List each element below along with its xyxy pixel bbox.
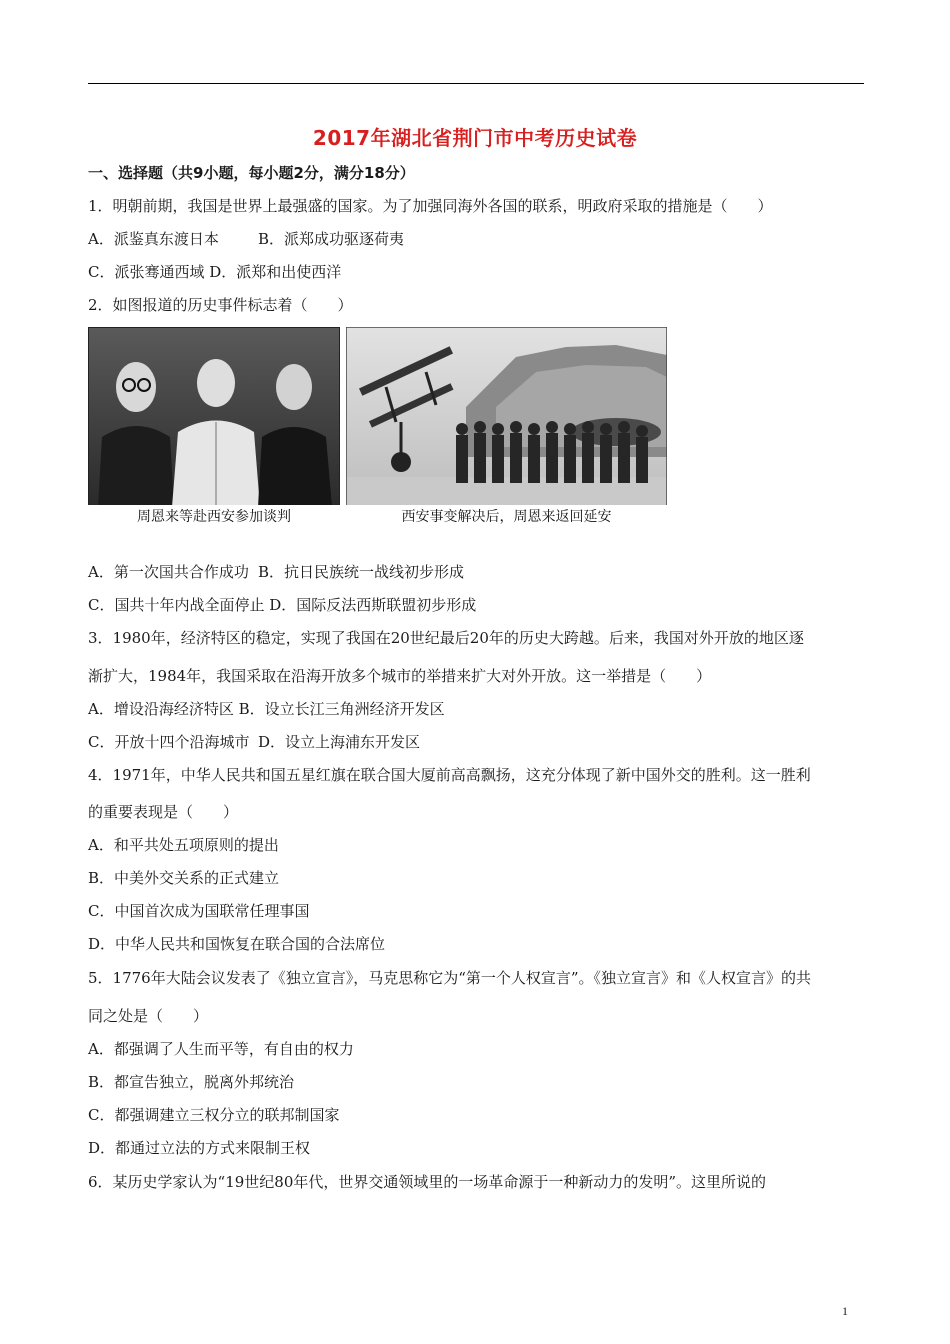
q5-option-d[interactable]: D．都通过立法的方式来限制王权 [88,1139,311,1157]
q4-option-c[interactable]: C．中国首次成为国联常任理事国 [88,902,310,920]
photo-return-to-yanan [346,327,667,530]
q3-options-row1 [88,699,445,719]
q3-stem-line1: 3．1980年，经济特区的稳定，实现了我国在20世纪最后20年的历史大跨越。后来，我国对外开放的地区逐 [88,629,804,647]
q3-option-c[interactable]: C．开放十四个沿海城市 [88,733,250,751]
q4-stem-line1: 4．1971年，中华人民共和国五星红旗在联合国大厦前高高飘扬，这充分体现了新中国外交的胜利。这一胜利 [88,766,811,784]
q2-stem: 2．如图报道的历史事件标志着（ ） [88,296,353,314]
q1-option-b[interactable]: B．派郑成功驱逐荷夷 [258,230,405,248]
q4-option-a[interactable]: A．和平共处五项原则的提出 [88,836,279,854]
q1-options-row2 [88,262,341,282]
q5-option-a[interactable]: A．都强调了人生而平等，有自由的权力 [88,1040,354,1058]
q5-stem-line1: 5．1776年大陆会议发表了《独立宣言》，马克思称它为“第一个人权宣言”。《独立宣言》和《人权宣言》的共 [88,969,812,987]
q3-option-a[interactable]: A．增设沿海经济特区 [88,700,234,718]
page-number: 1 [842,1304,848,1318]
q3-stem-line2: 渐扩大，1984年，我国采取在沿海开放多个城市的举措来扩大对外开放。这一举措是（ ） [88,667,712,685]
q2-option-a[interactable]: A．第一次国共合作成功 [88,563,249,581]
q5-option-b[interactable]: B．都宣告独立，脱离外邦统治 [88,1073,295,1091]
q2-option-d[interactable]: D．国际反法西斯联盟初步形成 [269,596,477,614]
q4-option-d[interactable]: D．中华人民共和国恢复在联合国的合法席位 [88,935,386,953]
q5-stem-line2: 同之处是（ ） [88,1007,209,1025]
photo-caption-right: 西安事变解决后，周恩来返回延安 [346,505,667,530]
q4-stem-line2: 的重要表现是（ ） [88,803,239,821]
q1-stem: 1．明朝前期，我国是世界上最强盛的国家。为了加强同海外各国的联系，明政府采取的措施是（ ） [88,197,773,215]
exam-title: 2017年湖北省荆门市中考历史试卷 [312,126,638,150]
q3-options-row2 [88,732,420,752]
q6-stem-line1: 6．某历史学家认为“19世纪80年代，世界交通领域里的一场革命源于一种新动力的发明”。这里所说的 [88,1173,767,1191]
q2-option-b[interactable]: B．抗日民族统一战线初步形成 [258,563,465,581]
q1-option-c[interactable]: C．派张骞通西域 [88,263,205,281]
q4-option-b[interactable]: B．中美外交关系的正式建立 [88,869,280,887]
portrait-photo [88,327,340,530]
q2-option-c[interactable]: C．国共十年内战全面停止 [88,596,265,614]
q3-option-b[interactable]: B．设立长江三角洲经济开发区 [238,700,445,718]
header-rule [88,83,864,84]
q2-options-row2 [88,595,476,615]
q1-option-d[interactable]: D．派郑和出使西洋 [209,263,342,281]
photo-zhou-enlai-negotiation [88,327,340,530]
q3-option-d[interactable]: D．设立上海浦东开发区 [258,733,421,751]
section-heading: 一、选择题（共9小题，每小题2分，满分18分） [88,164,415,182]
q1-option-a[interactable]: A．派鉴真东渡日本 [88,230,219,248]
q1-options-row1 [88,229,404,249]
airplane-group-photo [346,327,667,530]
q2-options-row1 [88,562,464,582]
photo-caption-left: 周恩来等赴西安参加谈判 [88,505,340,530]
q5-option-c[interactable]: C．都强调建立三权分立的联邦制国家 [88,1106,340,1124]
